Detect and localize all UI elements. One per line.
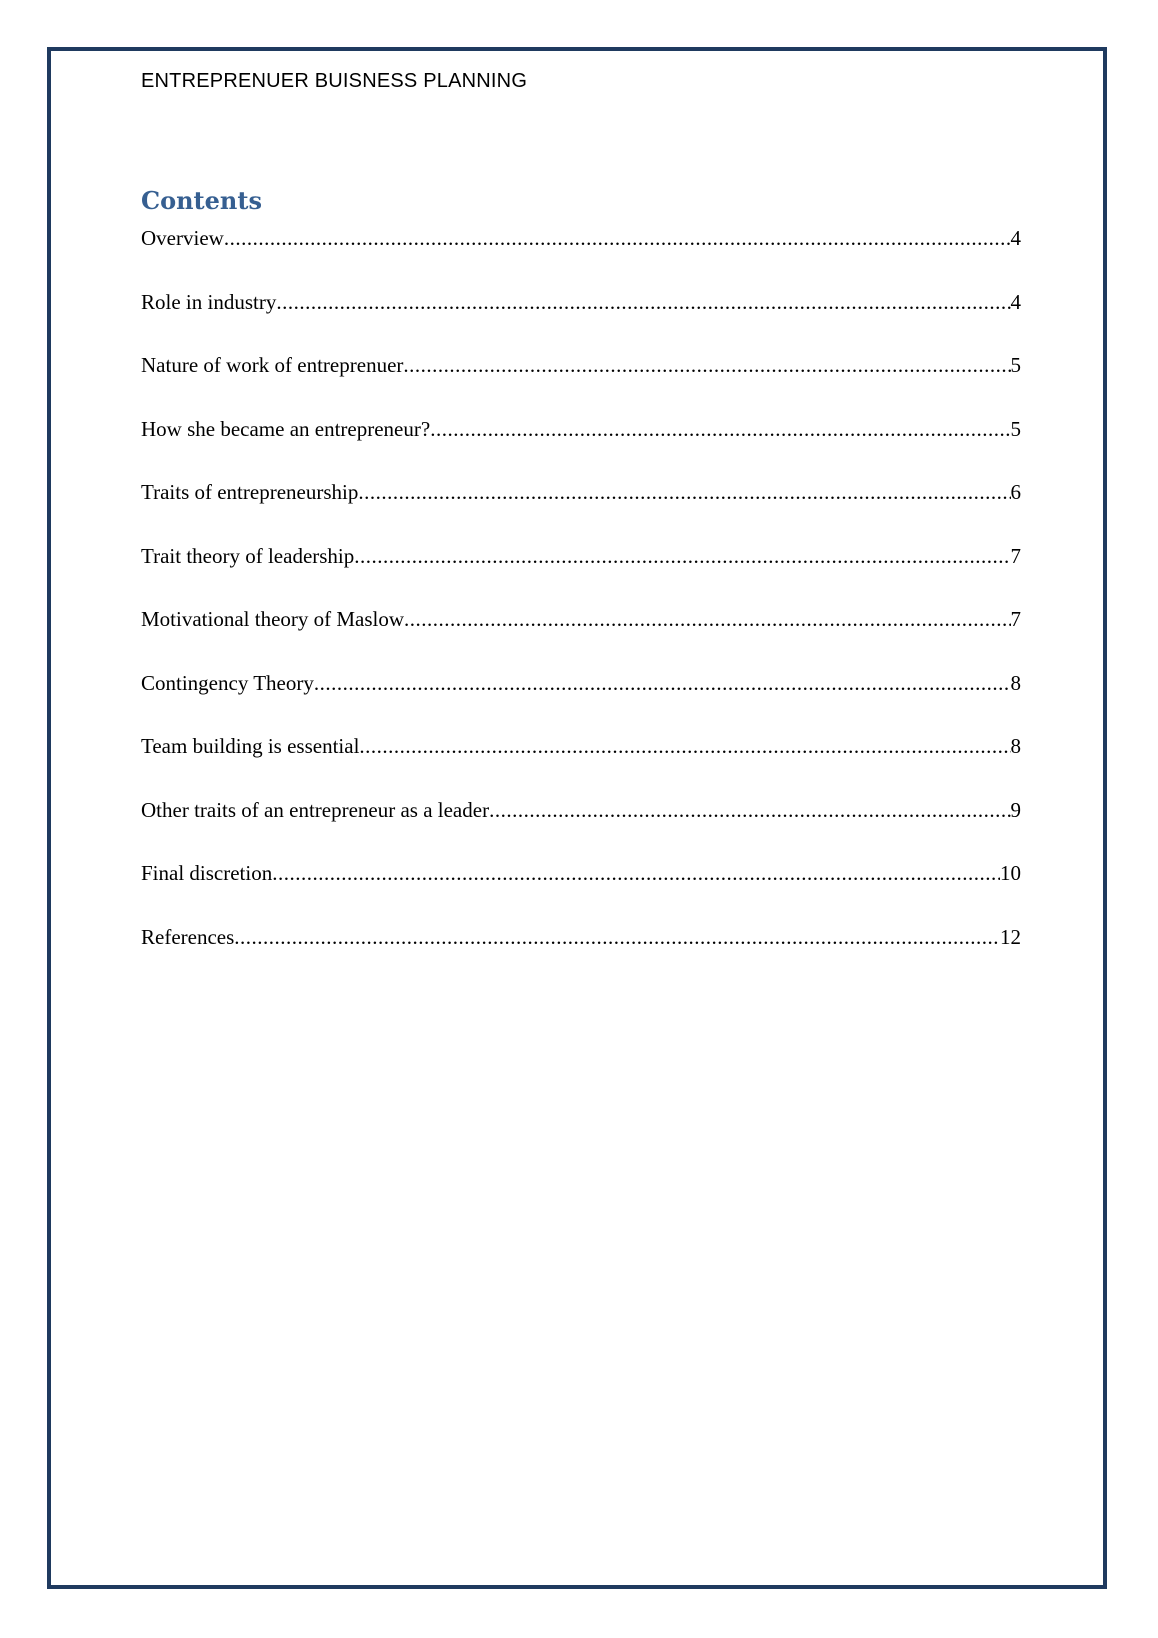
toc-entry-page: 4 bbox=[1010, 289, 1021, 314]
toc-entry-role-in-industry[interactable] bbox=[141, 288, 1021, 352]
toc-entry-team-building[interactable] bbox=[141, 732, 1021, 796]
toc-entry-how-she-became[interactable] bbox=[141, 415, 1021, 479]
toc-entry-page: 7 bbox=[1010, 543, 1021, 568]
toc-dot-leader bbox=[276, 288, 1010, 316]
toc-dot-leader bbox=[430, 415, 1010, 443]
toc-title: Contents bbox=[141, 186, 262, 215]
toc-dot-leader bbox=[272, 859, 1000, 887]
toc-entry-label: Final discretion bbox=[141, 861, 273, 885]
toc-entry-overview[interactable] bbox=[141, 224, 1021, 288]
toc-entry-label: Traits of entrepreneurship bbox=[141, 480, 359, 504]
toc-entry-page: 7 bbox=[1010, 607, 1021, 631]
toc-entry-final-discretion[interactable] bbox=[141, 859, 1021, 923]
toc-entry-traits-of-entrepreneurship[interactable] bbox=[141, 478, 1021, 542]
toc-entry-page: 5 bbox=[1010, 416, 1021, 441]
table-of-contents bbox=[141, 224, 1021, 986]
toc-entry-label: Team building is essential bbox=[141, 734, 360, 758]
toc-dot-leader bbox=[354, 542, 1010, 570]
toc-entry-label: Trait theory of leadership bbox=[141, 543, 355, 568]
toc-entry-nature-of-work[interactable] bbox=[141, 351, 1021, 415]
toc-entry-label: Other traits of an entrepreneur as a leader bbox=[141, 797, 490, 822]
toc-entry-maslow[interactable] bbox=[141, 605, 1021, 669]
toc-dot-leader bbox=[359, 732, 1010, 760]
toc-entry-label: Contingency Theory bbox=[141, 670, 314, 695]
toc-entry-page: 4 bbox=[1010, 226, 1021, 250]
toc-entry-label: Role in industry bbox=[141, 289, 277, 314]
toc-dot-leader bbox=[234, 923, 1000, 951]
toc-entry-page: 5 bbox=[1010, 353, 1021, 377]
toc-entry-label: How she became an entrepreneur? bbox=[141, 416, 431, 441]
toc-dot-leader bbox=[224, 224, 1011, 252]
toc-entry-other-traits[interactable] bbox=[141, 796, 1021, 860]
toc-dot-leader bbox=[404, 605, 1010, 633]
toc-entry-page: 8 bbox=[1010, 734, 1021, 758]
toc-entry-label: Motivational theory of Maslow bbox=[141, 607, 405, 631]
toc-dot-leader bbox=[403, 351, 1010, 379]
toc-dot-leader bbox=[314, 669, 1011, 697]
toc-entry-contingency-theory[interactable] bbox=[141, 669, 1021, 733]
toc-dot-leader bbox=[358, 478, 1010, 506]
toc-entry-references[interactable] bbox=[141, 923, 1021, 987]
toc-dot-leader bbox=[489, 796, 1010, 824]
toc-entry-page: 10 bbox=[1000, 861, 1021, 885]
toc-entry-label: Nature of work of entreprenuer bbox=[141, 353, 404, 377]
running-header: ENTREPRENUER BUISNESS PLANNING bbox=[141, 70, 528, 92]
toc-entry-page: 12 bbox=[1000, 924, 1021, 949]
toc-entry-label: References bbox=[141, 924, 235, 949]
toc-entry-label: Overview bbox=[141, 226, 224, 250]
toc-entry-page: 6 bbox=[1010, 480, 1021, 504]
toc-entry-page: 8 bbox=[1010, 670, 1021, 695]
toc-entry-page: 9 bbox=[1010, 797, 1021, 822]
toc-entry-trait-theory[interactable] bbox=[141, 542, 1021, 606]
